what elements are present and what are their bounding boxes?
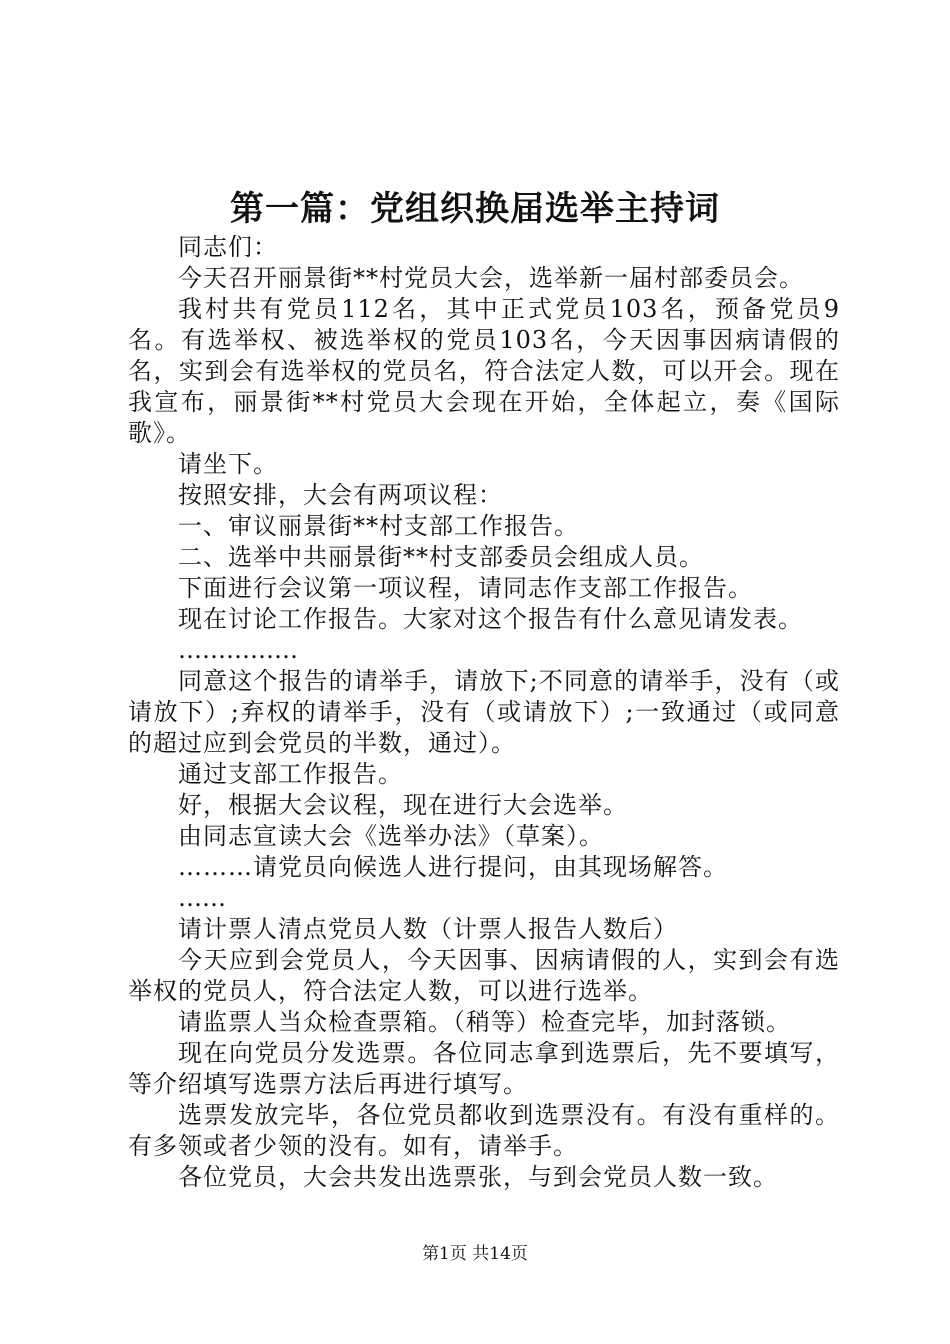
paragraph: 下面进行会议第一项议程，请同志作支部工作报告。 [178,574,753,602]
ellipsis-line: …… [178,884,226,912]
page-footer: 第1页 共14页 [422,1244,528,1264]
paragraph: 好，根据大会议程，现在进行大会选举。 [178,791,628,819]
paragraph: ………请党员向候选人进行提问，由其现场解答。 [178,853,728,881]
paragraph: 各位党员，大会共发出选票张，与到会党员人数一致。 [178,1163,778,1191]
paragraph: 按照安排，大会有两项议程： [178,481,503,509]
ellipsis-line: …………… [178,636,298,664]
paragraph: 通过支部工作报告。 [178,760,403,788]
paragraph: 现在讨论工作报告。大家对这个报告有什么意见请发表。 [178,605,803,633]
paragraph: 请坐下。 [178,450,278,478]
paragraph: 今天召开丽景街**村党员大会，选举新一届村部委员会。 [178,264,804,292]
document-body [128,232,840,1193]
paragraph: 请监票人当众检查票箱。（稍等）检查完毕，加封落锁。 [178,1008,791,1036]
page-title: 第一篇：党组织换届选举主持词 [230,189,720,229]
paragraph: 我村共有党员112名，其中正式党员103名，预备党员9名。有选举权、被选举权的党员103名，今天因事因病请假的名，实到会有选举权的党员名，符合法定人数，可以开会。现在我宣布，丽景街**村党员大会现在开始，全体起立，奏《国际歌》。 [128,295,840,447]
paragraph: 二、选举中共丽景街**村支部委员会组成人员。 [178,543,704,571]
paragraph: 同意这个报告的请举手，请放下;不同意的请举手，没有（或请放下）;弃权的请举手，没有（或请放下）;一致通过（或同意的超过应到会党员的半数，通过）。 [128,667,840,757]
paragraph: 一、审议丽景街**村支部工作报告。 [178,512,579,540]
paragraph: 同志们： [178,233,278,261]
paragraph: 由同志宣读大会《选举办法》（草案）。 [178,822,604,850]
paragraph: 今天应到会党员人，今天因事、因病请假的人，实到会有选举权的党员人，符合法定人数，可以进行选举。 [128,946,840,1005]
paragraph: 选票发放完毕，各位党员都收到选票没有。有没有重样的。有多领或者少领的没有。如有，请举手。 [128,1101,840,1160]
paragraph: 现在向党员分发选票。各位同志拿到选票后，先不要填写，等介绍填写选票方法后再进行填写。 [128,1039,840,1098]
paragraph: 请计票人清点党员人数（计票人报告人数后） [178,915,678,943]
